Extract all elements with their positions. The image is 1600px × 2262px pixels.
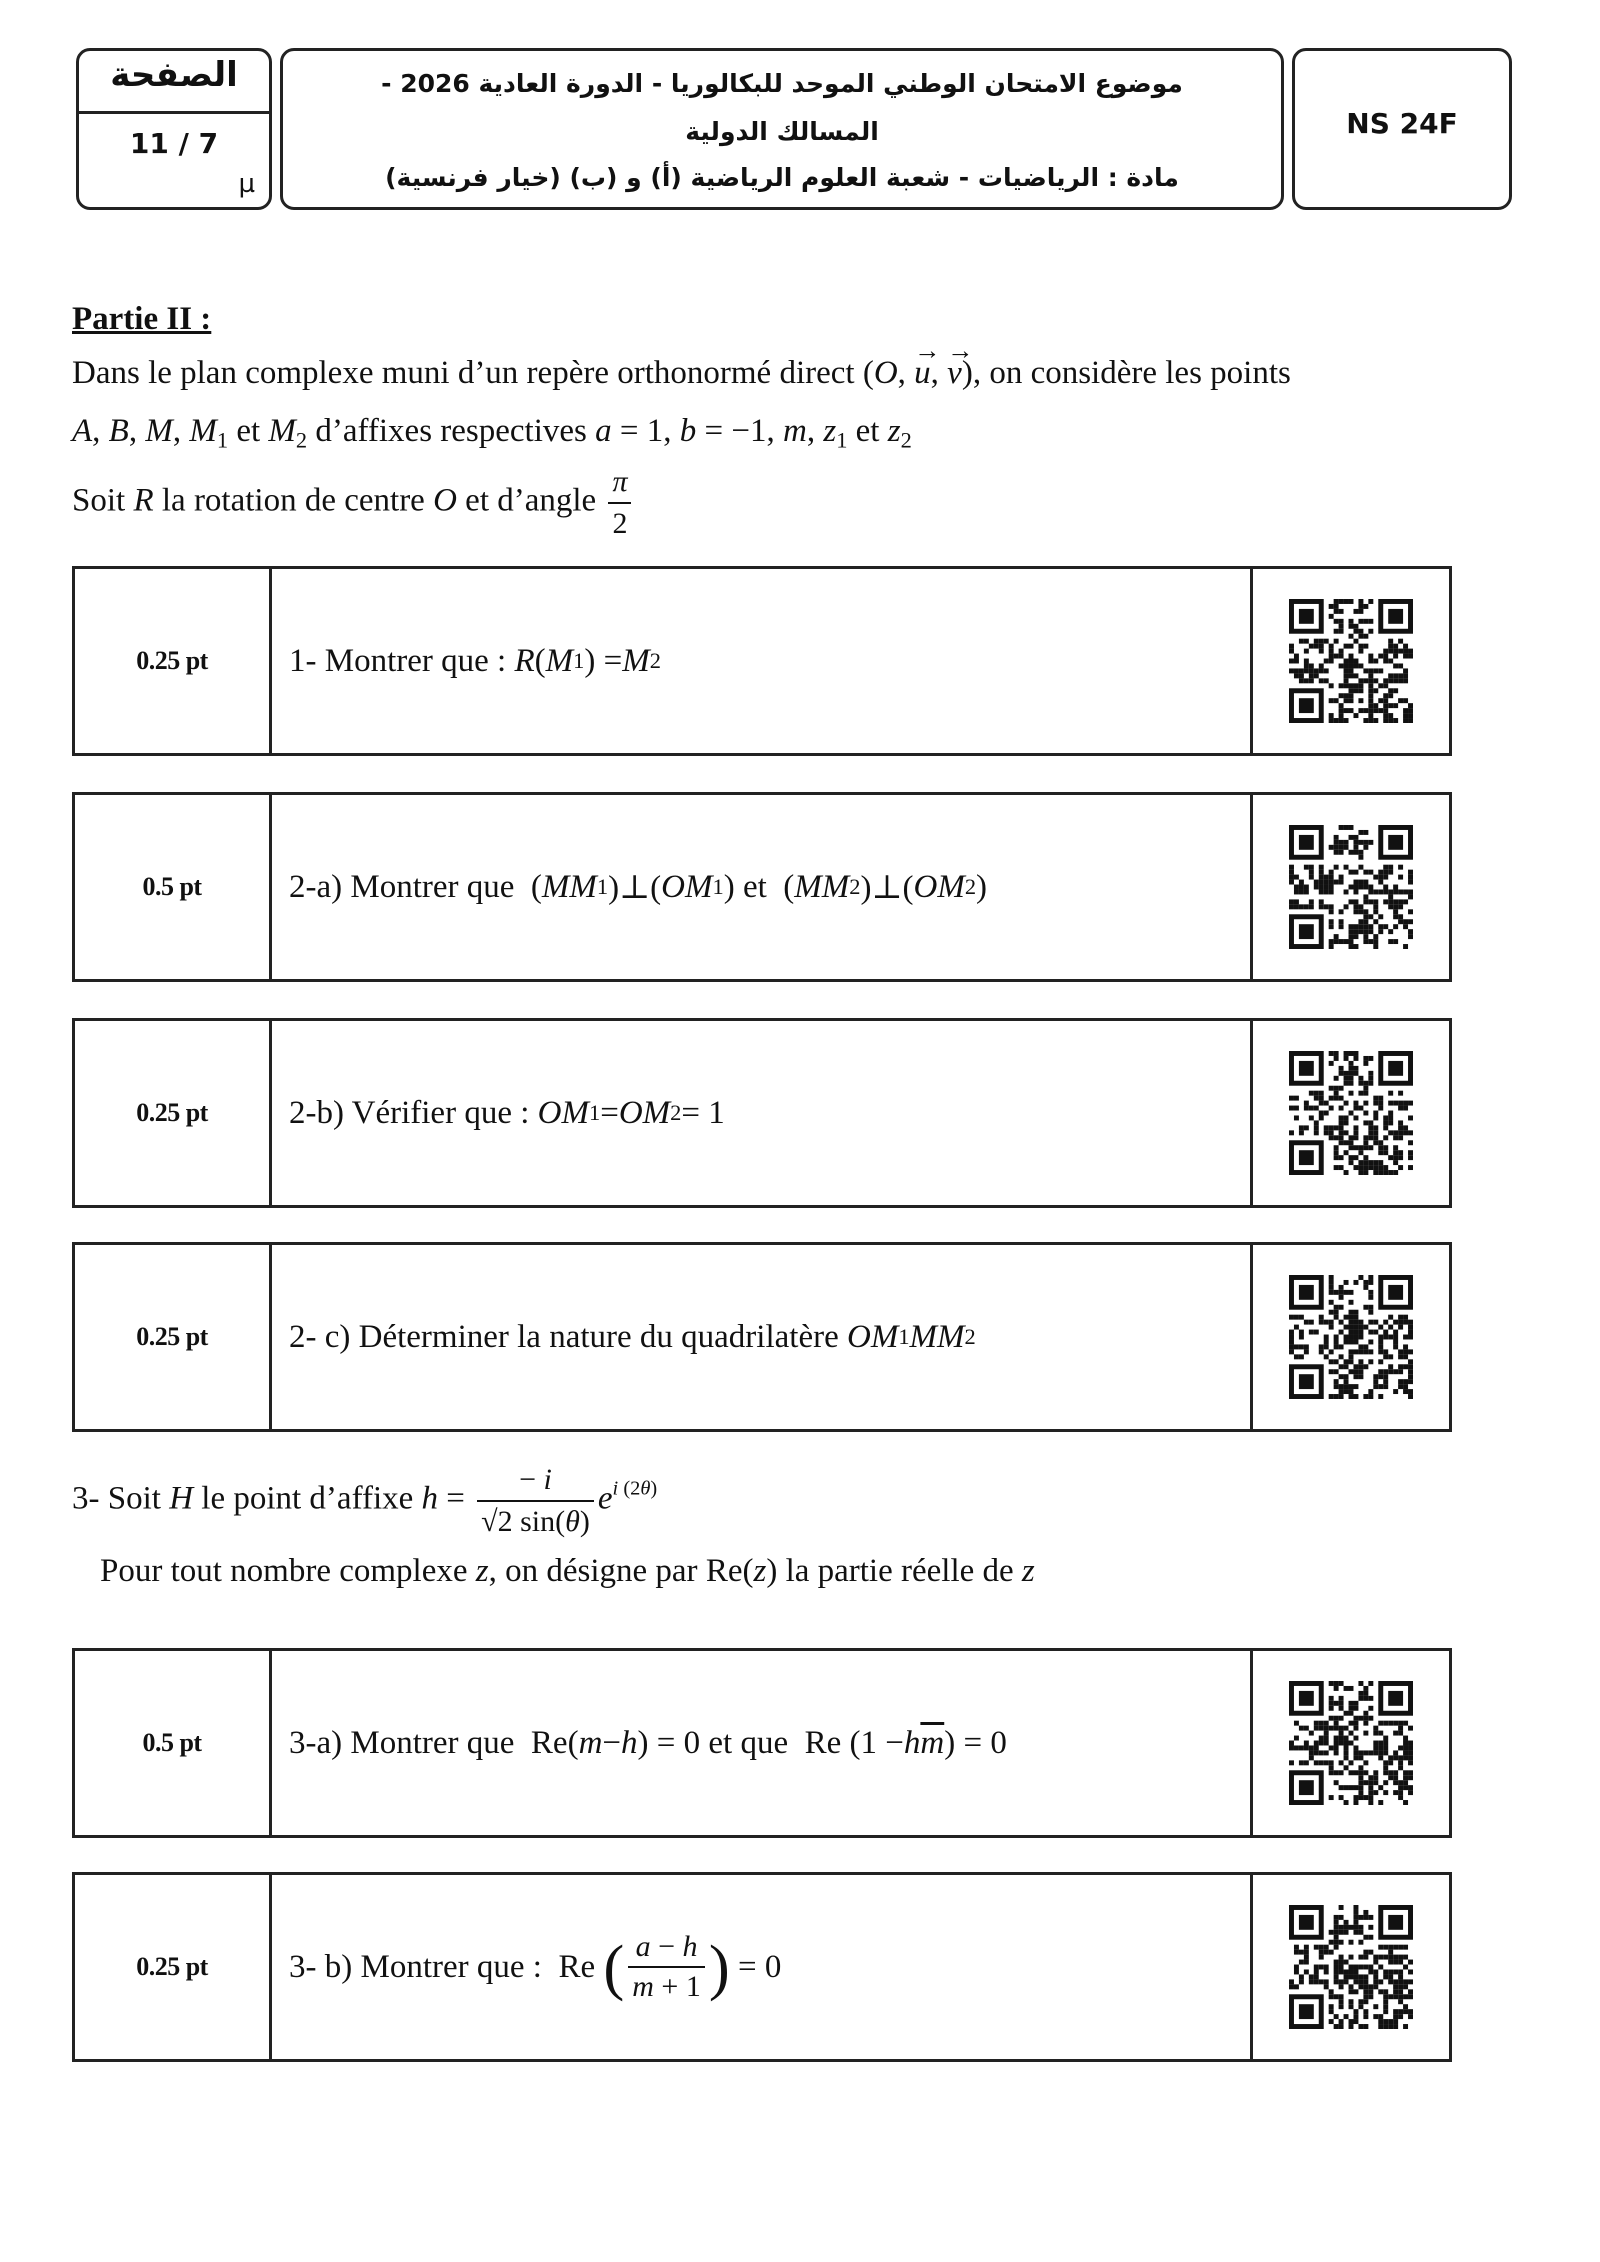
qr-code-icon — [1250, 1651, 1449, 1835]
complex-text: Pour tout nombre complexe — [100, 1553, 468, 1589]
section3-line-1: 3- Soit H le point d’affixe h = $\frac{- i}{√2 \sin(\theta)}$ $e^{i (2\theta)}$ — [72, 1463, 658, 1538]
qr-code-icon — [1289, 1905, 1413, 2029]
qr-code-icon — [1289, 825, 1413, 949]
header-page-box — [76, 48, 272, 210]
points-cell: 0.25 pt — [75, 1875, 272, 2059]
qr-code-icon — [1289, 1681, 1413, 1805]
question-label: 2-b) Vérifier que : — [289, 1094, 530, 1131]
question-label: 2-a) Montrer que — [289, 868, 515, 905]
question-row-6 — [72, 1872, 1452, 2062]
section3-line-2: Pour tout nombre complexe z, on désigne par Re(z) la partie réelle de z — [100, 1553, 1035, 1589]
qr-code-icon — [1250, 1245, 1449, 1429]
question-row-2 — [72, 792, 1452, 982]
points-cell: 0.25 pt — [75, 1245, 272, 1429]
points-cell: 0.25 pt — [75, 1021, 272, 1205]
et-word: et — [236, 413, 261, 449]
part-title: Partie II : — [72, 301, 212, 337]
question-row-5 — [72, 1648, 1452, 1838]
qr-code-icon — [1250, 1021, 1449, 1205]
points-cell: 0.5 pt — [75, 1651, 272, 1835]
qr-code-icon — [1250, 795, 1449, 979]
question-row-1 — [72, 566, 1452, 756]
qr-code-icon — [1250, 569, 1449, 753]
intro-text: Dans le plan complexe muni d’un repère orthonormé direct — [72, 355, 855, 391]
intro-line-2: A, B, M, $M_1$ et $M_2$ d’affixes respectives a = 1, b = −1, m, $z_1$ et $z_2$ — [72, 413, 912, 453]
connector-text: et — [742, 868, 767, 905]
real-part-text: la partie réelle de — [785, 1553, 1014, 1589]
soit-text: Soit — [72, 482, 126, 519]
affixes-text: d’affixes respectives — [315, 413, 587, 449]
qr-code-icon — [1289, 1051, 1413, 1175]
intro-line-3: Soit R la rotation de centre O et d’angle $\frac{\pi}{2}$ — [72, 464, 635, 542]
question-text: 2-b) Vérifier que : OM 1 = OM 2 = 1 — [289, 1094, 725, 1131]
affix-text: le point d’affixe — [201, 1480, 414, 1517]
header-code-box — [1292, 48, 1512, 210]
exam-track: المسالك الدولية — [685, 117, 879, 146]
question-label: 1- Montrer que : — [289, 642, 507, 679]
question-text: 1- Montrer que : R ( M 1 ) = M 2 — [289, 642, 661, 679]
qr-code-icon — [1250, 1875, 1449, 2059]
soit-text: 3- Soit — [72, 1480, 161, 1517]
mu-symbol: µ — [238, 169, 255, 199]
page-label: الصفحة — [110, 55, 238, 95]
designe-text: , on désigne par — [488, 1553, 698, 1589]
question-text: 2-a) Montrer que ( MM 1 )⊥( OM 1 ) et ( MM 2 )⊥( OM 2 ) — [289, 868, 988, 906]
exam-title: موضوع الامتحان الوطني الموحد للبكالوريا - الدورة العادية 2026 - — [381, 69, 1183, 98]
page-number: 11 / 7 — [129, 127, 219, 160]
header-title-box — [280, 48, 1284, 210]
header-divider — [79, 111, 269, 114]
points-cell: 0.25 pt — [75, 569, 272, 753]
intro-line-1: Dans le plan complexe muni d’un repère orthonormé direct (O, → u, → v), on considère les points — [72, 354, 1291, 394]
connector-text: et que — [708, 1724, 789, 1761]
question-text: 3-a) Montrer que Re( m − h ) = 0 et que Re (1 − h $\overline{m}$ ) = 0 — [289, 1724, 1007, 1761]
question-text: 3- b) Montrer que : Re ( $\frac{a - h}{m + 1}$ ) = 0 — [289, 1930, 782, 2003]
qr-code-icon — [1289, 1275, 1413, 1399]
exam-subject: مادة : الرياضيات - شعبة العلوم الرياضية (أ) و (ب) (خيار فرنسية) — [385, 163, 1179, 192]
rotation-text: la rotation de centre — [161, 482, 425, 519]
question-row-4 — [72, 1242, 1452, 1432]
question-label: 3- b) Montrer que : — [289, 1948, 542, 1985]
points-cell: 0.5 pt — [75, 795, 272, 979]
qr-code-icon — [1289, 599, 1413, 723]
question-text: 2- c) Déterminer la nature du quadrilatère OM 1 MM 2 — [289, 1318, 976, 1355]
question-label: 2- c) Déterminer la nature du quadrilatère — [289, 1318, 839, 1355]
question-label: 3-a) Montrer que — [289, 1724, 515, 1761]
question-row-3 — [72, 1018, 1452, 1208]
intro-text-b: , on considère les points — [972, 355, 1291, 391]
angle-text: et d’angle — [465, 482, 597, 519]
exam-code: NS 24F — [1346, 107, 1458, 140]
